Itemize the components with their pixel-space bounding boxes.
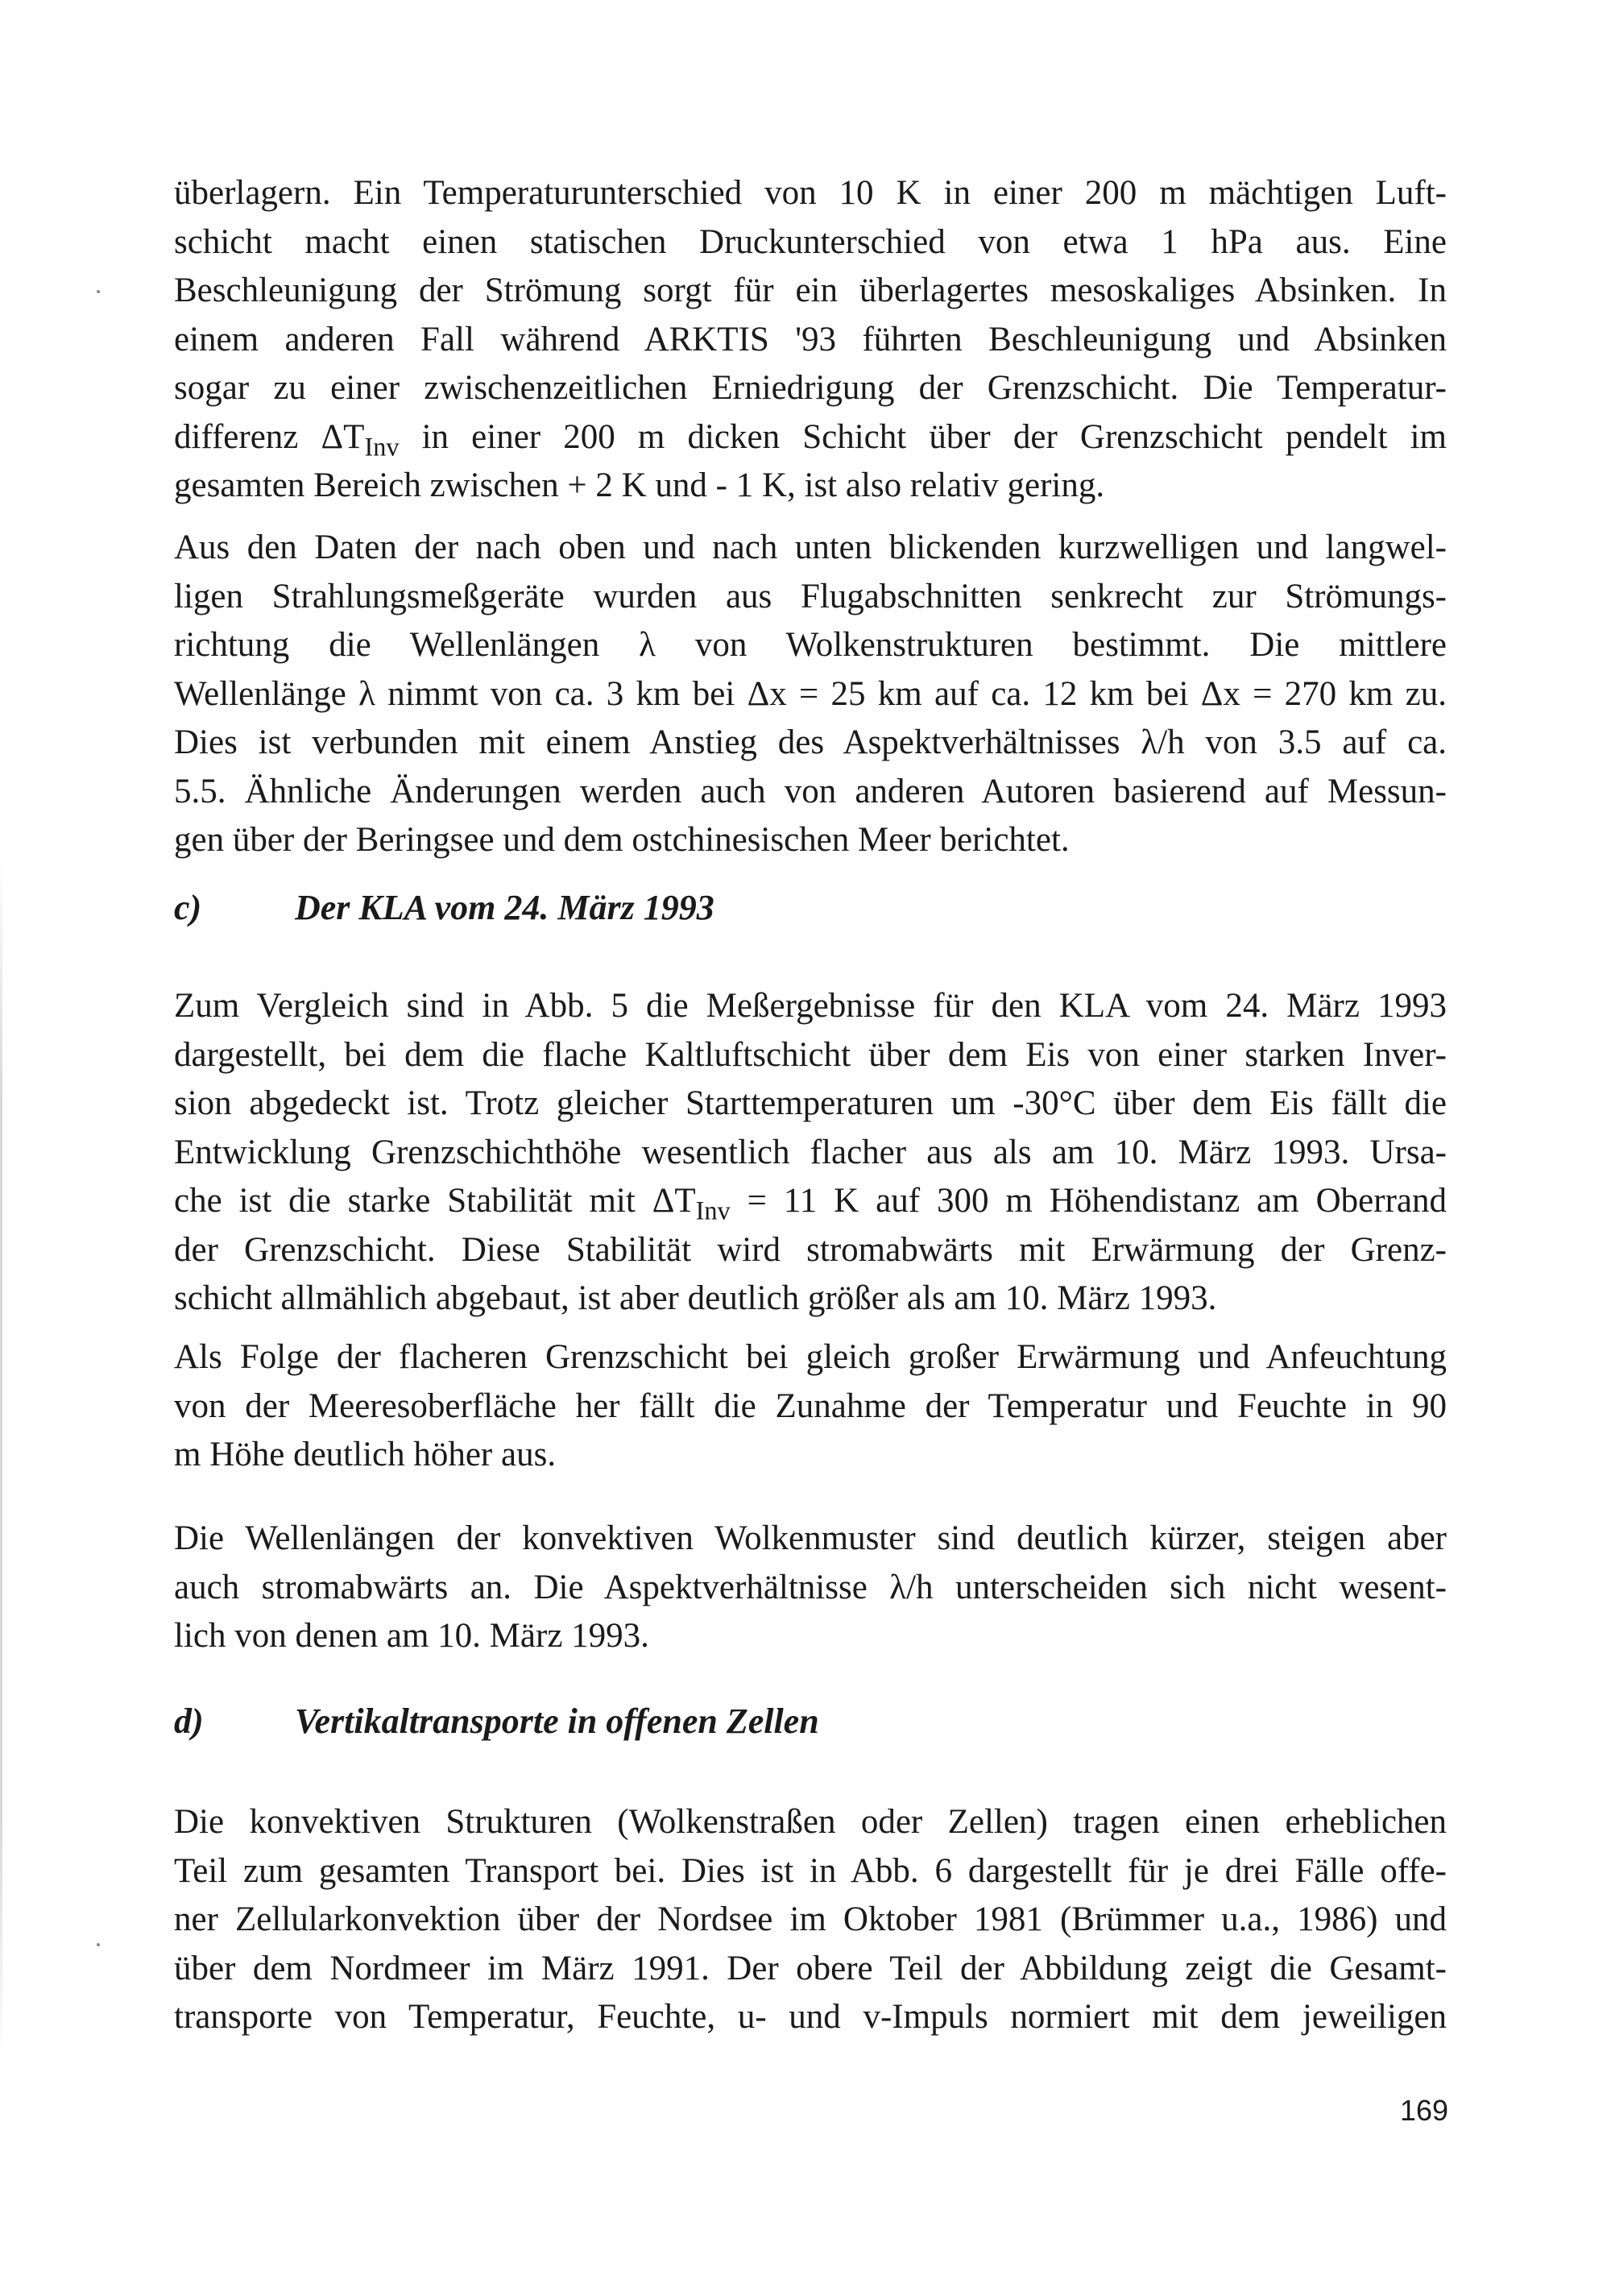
- text-line: differenz $\Delta T_{Inv}$ in einer 200 m dicken Schicht über der Grenzschicht pendelt im: [174, 417, 1447, 462]
- text-line: Entwicklung Grenzschichthöhe wesentlich flacher aus als am 10. März 1993. Ursa-: [174, 1133, 1447, 1171]
- text-line: überlagern. Ein Temperaturunterschied von 10 K in einer 200 m mächtigen Luft-: [174, 174, 1447, 212]
- section-title: Der KLA vom 24. März 1993: [295, 888, 714, 927]
- text-line: lich von denen am 10. März 1993.: [174, 1617, 649, 1655]
- paragraph: [174, 169, 1447, 511]
- text-line: gesamten Bereich zwischen + 2 K und - 1 K, ist also relativ gering.: [174, 466, 1105, 504]
- text-line: Zum Vergleich sind in Abb. 5 die Meßergebnisse für den KLA vom 24. März 1993: [174, 987, 1447, 1025]
- text-line: von der Meeresoberfläche her fällt die Zunahme der Temperatur und Feuchte in 90: [174, 1386, 1447, 1425]
- text-line: transporte von Temperatur, Feuchte, u- und v-Impuls normiert mit dem jeweiligen: [174, 1998, 1447, 2036]
- text-line: che ist die starke Stabilität mit $\Delta T_{Inv} = 11$ K auf 300 m Höhendistanz am Oberrand: [174, 1182, 1447, 1225]
- page-number: 169: [1400, 2094, 1449, 2127]
- scan-speck: [97, 1943, 100, 1946]
- scan-speck: [97, 290, 100, 293]
- text-line: ligen Strahlungsmeßgeräte wurden aus Flugabschnitten senkrecht zur Strömungs-: [174, 577, 1447, 615]
- text-line: Aus den Daten der nach oben und nach unten blickenden kurzwelligen und langwel-: [174, 528, 1447, 566]
- text-line: der Grenzschicht. Diese Stabilität wird stromabwärts mit Erwärmung der Grenz-: [174, 1230, 1447, 1269]
- text-line: über dem Nordmeer im März 1991. Der obere Teil der Abbildung zeigt die Gesamt-: [174, 1949, 1447, 1987]
- paragraph: [174, 1333, 1447, 1480]
- text-line: einem anderen Fall während ARKTIS '93 führten Beschleunigung und Absinken: [174, 320, 1447, 358]
- section-heading-d: [174, 1697, 819, 1746]
- text-line: auch stromabwärts an. Die Aspektverhältnisse λ/h unterscheiden sich nicht wesent-: [174, 1568, 1447, 1606]
- text-line: Beschleunigung der Strömung sorgt für ein überlagertes mesoskaliges Absinken. In: [174, 271, 1447, 309]
- section-heading-c: [174, 884, 714, 932]
- paragraph: [174, 1798, 1447, 2042]
- text-line: m Höhe deutlich höher aus.: [174, 1436, 557, 1473]
- text-line: Wellenlänge λ nimmt von ca. 3 km bei Δx = 25 km auf ca. 12 km bei Δx = 270 km zu.: [174, 674, 1447, 713]
- binding-edge-shadow: [0, 854, 2, 2062]
- section-label: d): [174, 1701, 204, 1741]
- text-line: gen über der Beringsee und dem ostchinesischen Meer berichtet.: [174, 821, 1070, 859]
- text-line: dargestellt, bei dem die flache Kaltluftschicht über dem Eis von einer starken Inver-: [174, 1035, 1447, 1074]
- text-line: schicht allmählich abgebaut, ist aber deutlich größer als am 10. März 1993.: [174, 1279, 1217, 1317]
- text-line: Als Folge der flacheren Grenzschicht bei gleich großer Erwärmung und Anfeuchtung: [174, 1338, 1447, 1376]
- text-line: sion abgedeckt ist. Trotz gleicher Starttemperaturen um -30°C über dem Eis fällt die: [174, 1084, 1447, 1122]
- section-label: c): [174, 888, 202, 927]
- section-title: Vertikaltransporte in offenen Zellen: [295, 1701, 819, 1741]
- text-line: 5.5. Ähnliche Änderungen werden auch von anderen Autoren basierend auf Messun-: [174, 772, 1447, 810]
- text-line: Dies ist verbunden mit einem Anstieg des Aspektverhältnisses λ/h von 3.5 auf ca.: [174, 723, 1447, 761]
- paragraph: [174, 1515, 1447, 1661]
- text-line: Die konvektiven Strukturen (Wolkenstraßen oder Zellen) tragen einen erheblichen: [174, 1803, 1447, 1841]
- text-line: Die Wellenlängen der konvektiven Wolkenmuster sind deutlich kürzer, steigen aber: [174, 1519, 1447, 1557]
- text-line: Teil zum gesamten Transport bei. Dies ist in Abb. 6 dargestellt für je drei Fälle offe-: [174, 1851, 1447, 1890]
- text-line: ner Zellularkonvektion über der Nordsee im Oktober 1981 (Brümmer u.a., 1986) und: [174, 1900, 1447, 1938]
- text-line: schicht macht einen statischen Druckunterschied von etwa 1 hPa aus. Eine: [174, 222, 1447, 261]
- paragraph: [174, 524, 1447, 865]
- paragraph: [174, 982, 1447, 1324]
- text-line: richtung die Wellenlängen λ von Wolkenstrukturen bestimmt. Die mittlere: [174, 626, 1447, 664]
- text-line: sogar zu einer zwischenzeitlichen Erniedrigung der Grenzschicht. Die Temperatur-: [174, 369, 1447, 407]
